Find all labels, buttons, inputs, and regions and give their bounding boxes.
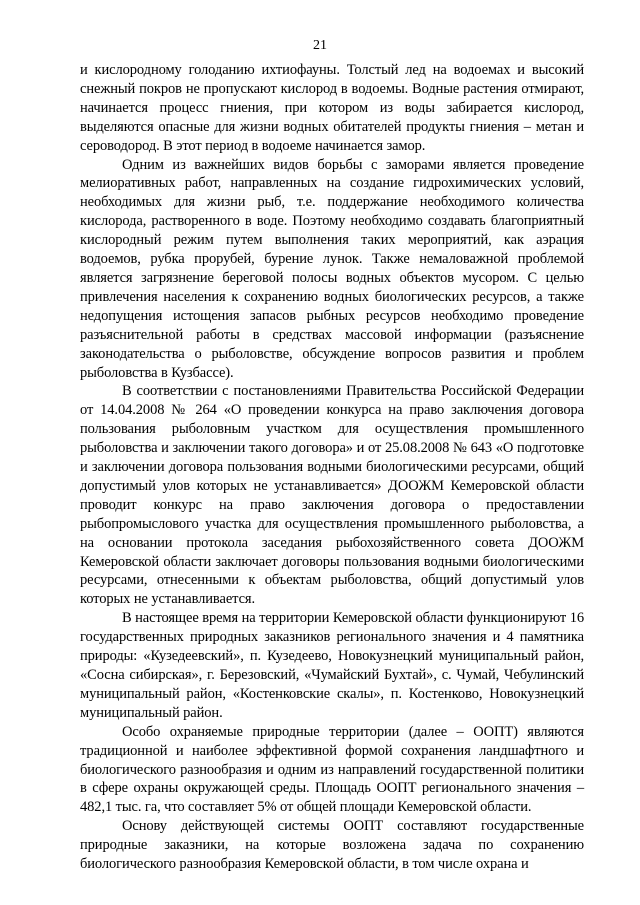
document-body xyxy=(80,61,584,874)
paragraph: Особо охраняемые природные территории (далее – ООПТ) являются традиционной и наиболее эффективной формой сохранения ландшафтного и биологического разнообразия и одним из направлений государственной политики в сфере охраны окружающей среды. Площадь ООПТ регионального значения – 482,1 тыс. га, что составляет 5% от общей площади Кемеровской области. xyxy=(80,723,584,816)
paragraph: В настоящее время на территории Кемеровской области функционируют 16 государственных природных заказников регионального значения и 4 памятника природы: «Кузедеевский», п. Кузедеево, Новокузнецкий муниципальный район, «Сосна сибирская», г. Березовский, «Чумайский Бухтай», с. Чумай, Чебулинский муниципальный район, «Костенковские скалы», п. Костенково, Новокузнецкий муниципальный район. xyxy=(80,610,584,721)
paragraph: Одним из важнейших видов борьбы с заморами является проведение мелиоративных работ, направленных на создание гидрохимических условий, необходимых для жизни рыб, т.е. поддержание необходимого количества кислорода, растворенного в воде. Поэтому необходимо создавать благоприятный кислородный режим путем выполнения таких мероприятий, как аэрация водоемов, рубка прорубей, бурение лунок. Также немаловажной проблемой является загрязнение береговой полосы водных объектов мусором. С целью привлечения населения к сохранению водных биологических ресурсов, а также недопущения истощения запасов рыбных ресурсов необходимо проведение разъяснительной работы в средствах массовой информации (разъяснение законодательства о рыболовстве, обсуждение вопросов развития и проблем рыболовства в Кузбассе). xyxy=(80,156,584,381)
page-number: 21 xyxy=(313,38,327,53)
paragraph: Основу действующей системы ООПТ составляют государственные природные заказники, на которые возложена задача по сохранению биологического разнообразия Кемеровской области, в том числе охрана и xyxy=(80,818,584,873)
paragraph: В соответствии с постановлениями Правительства Российской Федерации от 14.04.2008 № 264 «О проведении конкурса на право заключения договора пользования рыболовным участком для осуществления промышленного рыболовства и заключении такого договора» и от 25.08.2008 № 643 «О подготовке и заключении договора пользования водными биологическими ресурсами, общий допустимый улов которых не устанавливается» ДООЖМ Кемеровской области проводит конкурс на право заключения договора о предоставлении рыбопромыслового участка для осуществления промышленного рыболовства, а на основании протокола заседания рыбохозяйственного совета ДООЖМ Кемеровской области заключает договоры пользования водными биологическими ресурсами, отнесенными к объектам рыболовства, общий допустимый улов которых не устанавливается. xyxy=(80,383,584,608)
paragraph-continuation: и кислородному голоданию ихтиофауны. Толстый лед на водоемах и высокий снежный покров не пропускают кислород в водоемы. Водные растения отмирают, начинается процесс гниения, при котором из воды забирается кислород, выделяются опасные для жизни водных обитателей продукты гниения – метан и сероводород. В этот период в водоеме начинается замор. xyxy=(80,62,584,154)
